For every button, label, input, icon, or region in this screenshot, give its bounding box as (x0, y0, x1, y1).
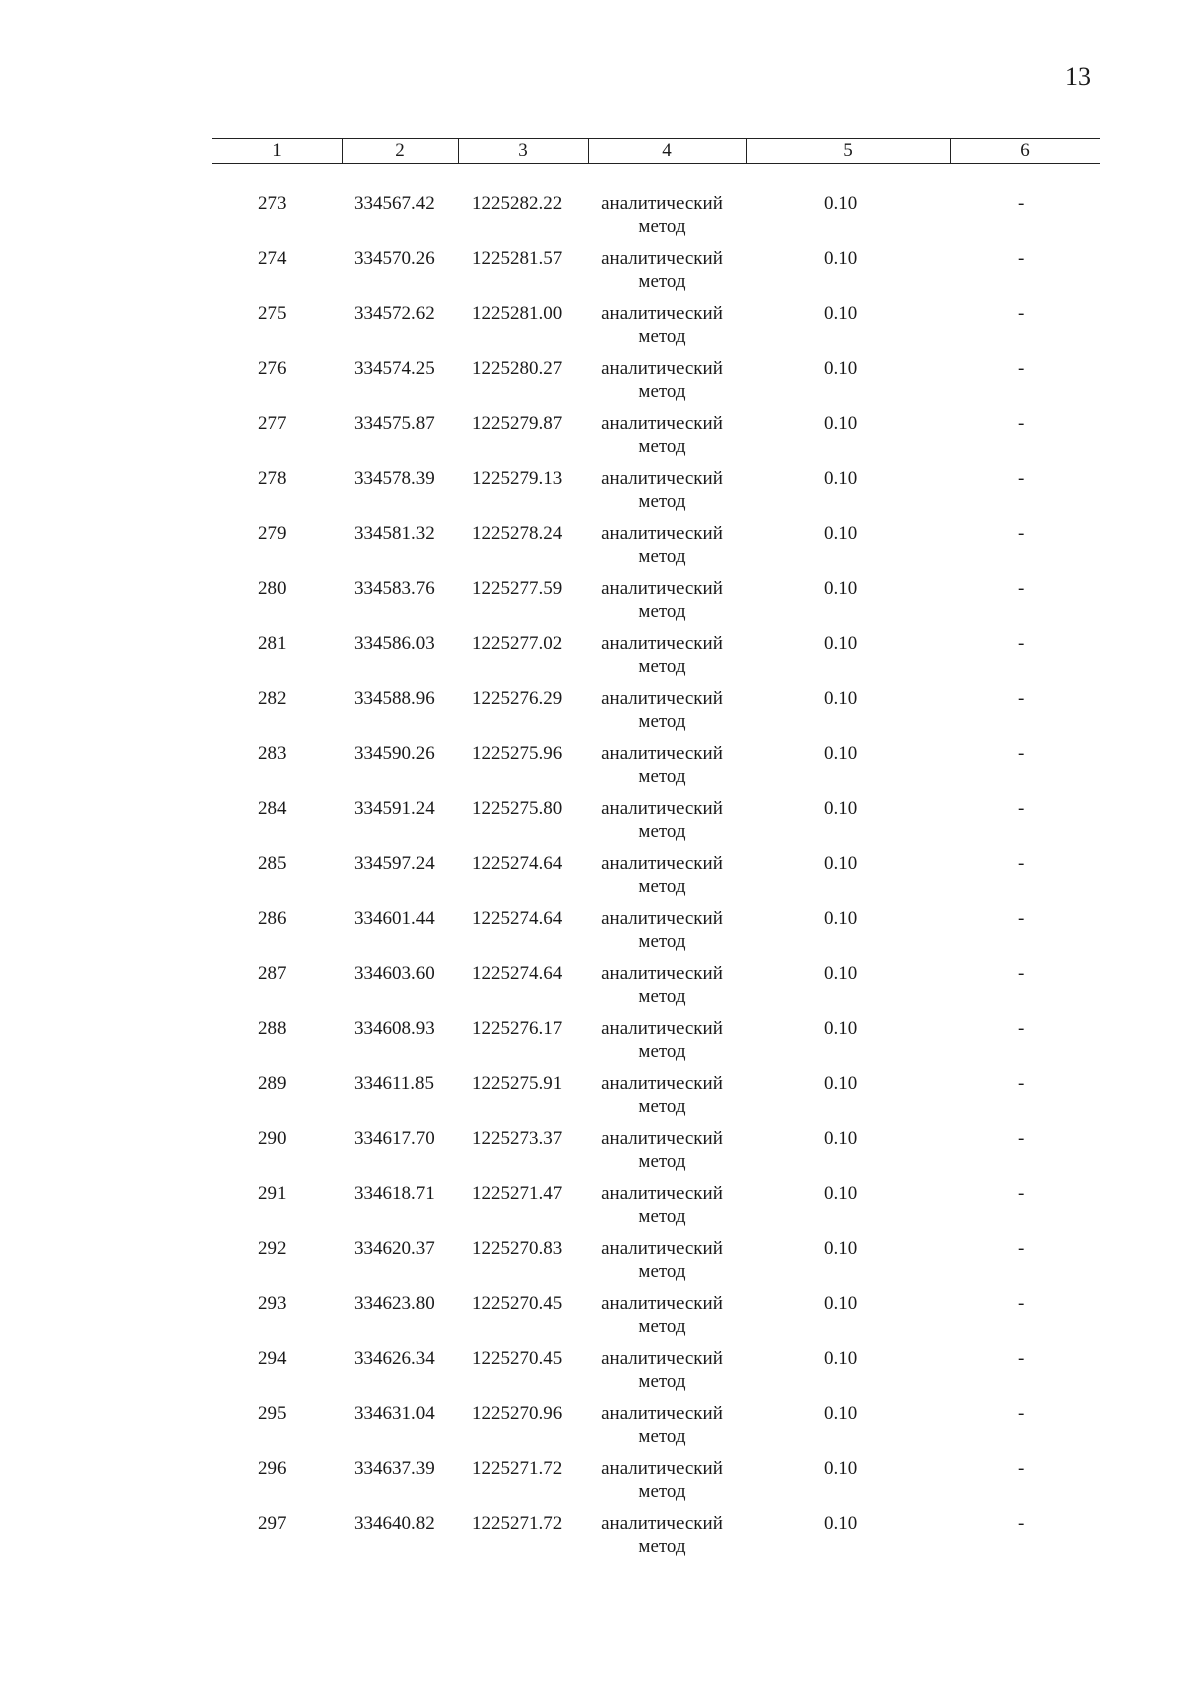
table-row (0, 903, 1200, 958)
point-number: 293 (258, 1293, 287, 1314)
y-coordinate: 1225281.00 (472, 303, 563, 324)
method-line-2: метод (638, 986, 686, 1007)
method-cell (592, 247, 732, 293)
note-cell: - (1018, 413, 1025, 434)
method-line-1: аналитический (601, 1458, 723, 1479)
x-coordinate: 334618.71 (354, 1183, 435, 1204)
coordinates-table-body (0, 188, 1200, 1563)
table-row (0, 958, 1200, 1013)
header-col-2: 2 (395, 140, 405, 161)
table-row (0, 1288, 1200, 1343)
y-coordinate: 1225273.37 (472, 1128, 563, 1149)
table-header (212, 138, 1100, 164)
note-cell: - (1018, 1238, 1025, 1259)
point-number: 273 (258, 193, 287, 214)
note-cell: - (1018, 963, 1025, 984)
accuracy-value: 0.10 (824, 1403, 858, 1424)
note-cell: - (1018, 908, 1025, 929)
method-cell (592, 907, 732, 953)
y-coordinate: 1225279.13 (472, 468, 563, 489)
x-coordinate: 334588.96 (354, 688, 435, 709)
method-line-2: метод (638, 546, 686, 567)
table-row (0, 1508, 1200, 1563)
method-line-2: метод (638, 931, 686, 952)
table-row (0, 408, 1200, 463)
method-line-2: метод (638, 876, 686, 897)
method-line-1: аналитический (601, 1018, 723, 1039)
accuracy-value: 0.10 (824, 1513, 858, 1534)
y-coordinate: 1225276.17 (472, 1018, 563, 1039)
method-cell (592, 797, 732, 843)
accuracy-value: 0.10 (824, 1293, 858, 1314)
x-coordinate: 334567.42 (354, 193, 435, 214)
x-coordinate: 334620.37 (354, 1238, 435, 1259)
note-cell: - (1018, 743, 1025, 764)
y-coordinate: 1225270.45 (472, 1293, 563, 1314)
method-line-2: метод (638, 656, 686, 677)
accuracy-value: 0.10 (824, 1348, 858, 1369)
note-cell: - (1018, 358, 1025, 379)
accuracy-value: 0.10 (824, 468, 858, 489)
method-line-1: аналитический (601, 1238, 723, 1259)
method-line-1: аналитический (601, 1293, 723, 1314)
table-row (0, 1343, 1200, 1398)
accuracy-value: 0.10 (824, 523, 858, 544)
method-line-1: аналитический (601, 963, 723, 984)
y-coordinate: 1225271.72 (472, 1513, 563, 1534)
x-coordinate: 334631.04 (354, 1403, 435, 1424)
y-coordinate: 1225279.87 (472, 413, 563, 434)
table-row (0, 353, 1200, 408)
x-coordinate: 334626.34 (354, 1348, 435, 1369)
note-cell: - (1018, 798, 1025, 819)
method-line-1: аналитический (601, 358, 723, 379)
note-cell: - (1018, 1128, 1025, 1149)
header-col-1: 1 (272, 140, 282, 161)
method-line-2: метод (638, 1481, 686, 1502)
point-number: 280 (258, 578, 287, 599)
point-number: 295 (258, 1403, 287, 1424)
method-cell (592, 687, 732, 733)
method-line-2: метод (638, 326, 686, 347)
method-cell (592, 1402, 732, 1448)
y-coordinate: 1225276.29 (472, 688, 563, 709)
y-coordinate: 1225274.64 (472, 908, 563, 929)
accuracy-value: 0.10 (824, 1458, 858, 1479)
table-row (0, 1178, 1200, 1233)
x-coordinate: 334570.26 (354, 248, 435, 269)
y-coordinate: 1225270.96 (472, 1403, 563, 1424)
method-line-1: аналитический (601, 1403, 723, 1424)
method-line-1: аналитический (601, 193, 723, 214)
point-number: 296 (258, 1458, 287, 1479)
method-line-1: аналитический (601, 523, 723, 544)
accuracy-value: 0.10 (824, 633, 858, 654)
accuracy-value: 0.10 (824, 1183, 858, 1204)
table-row (0, 573, 1200, 628)
method-cell (592, 577, 732, 623)
note-cell: - (1018, 468, 1025, 489)
method-cell (592, 1347, 732, 1393)
accuracy-value: 0.10 (824, 743, 858, 764)
x-coordinate: 334611.85 (354, 1073, 435, 1094)
method-line-2: метод (638, 711, 686, 732)
accuracy-value: 0.10 (824, 358, 858, 379)
method-line-2: метод (638, 271, 686, 292)
point-number: 279 (258, 523, 287, 544)
method-cell (592, 1072, 732, 1118)
accuracy-value: 0.10 (824, 413, 858, 434)
table-row (0, 463, 1200, 518)
method-line-1: аналитический (601, 1183, 723, 1204)
point-number: 282 (258, 688, 287, 709)
note-cell: - (1018, 1348, 1025, 1369)
point-number: 289 (258, 1073, 287, 1094)
point-number: 294 (258, 1348, 287, 1369)
point-number: 285 (258, 853, 287, 874)
method-line-1: аналитический (601, 578, 723, 599)
header-col-4: 4 (662, 140, 672, 161)
method-cell (592, 852, 732, 898)
note-cell: - (1018, 248, 1025, 269)
method-line-2: метод (638, 1041, 686, 1062)
note-cell: - (1018, 853, 1025, 874)
point-number: 275 (258, 303, 287, 324)
method-cell (592, 467, 732, 513)
y-coordinate: 1225280.27 (472, 358, 563, 379)
method-cell (592, 1512, 732, 1558)
method-line-1: аналитический (601, 1513, 723, 1534)
point-number: 288 (258, 1018, 287, 1039)
note-cell: - (1018, 303, 1025, 324)
table-row (0, 1453, 1200, 1508)
note-cell: - (1018, 1018, 1025, 1039)
x-coordinate: 334590.26 (354, 743, 435, 764)
accuracy-value: 0.10 (824, 853, 858, 874)
x-coordinate: 334640.82 (354, 1513, 435, 1534)
method-line-1: аналитический (601, 633, 723, 654)
table-row (0, 298, 1200, 353)
note-cell: - (1018, 1073, 1025, 1094)
note-cell: - (1018, 1403, 1025, 1424)
method-cell (592, 192, 732, 238)
point-number: 297 (258, 1513, 287, 1534)
point-number: 286 (258, 908, 287, 929)
y-coordinate: 1225277.02 (472, 633, 563, 654)
method-cell (592, 632, 732, 678)
accuracy-value: 0.10 (824, 963, 858, 984)
point-number: 291 (258, 1183, 287, 1204)
x-coordinate: 334586.03 (354, 633, 435, 654)
point-number: 290 (258, 1128, 287, 1149)
accuracy-value: 0.10 (824, 798, 858, 819)
x-coordinate: 334637.39 (354, 1458, 435, 1479)
method-line-1: аналитический (601, 1073, 723, 1094)
x-coordinate: 334578.39 (354, 468, 435, 489)
accuracy-value: 0.10 (824, 1128, 858, 1149)
method-line-2: метод (638, 491, 686, 512)
method-line-2: метод (638, 1261, 686, 1282)
table-row (0, 848, 1200, 903)
x-coordinate: 334608.93 (354, 1018, 435, 1039)
y-coordinate: 1225275.80 (472, 798, 563, 819)
method-line-2: метод (638, 821, 686, 842)
method-line-2: метод (638, 381, 686, 402)
x-coordinate: 334583.76 (354, 578, 435, 599)
table-row (0, 518, 1200, 573)
table-row (0, 1068, 1200, 1123)
note-cell: - (1018, 578, 1025, 599)
table-row (0, 243, 1200, 298)
table-row (0, 793, 1200, 848)
y-coordinate: 1225282.22 (472, 193, 563, 214)
y-coordinate: 1225274.64 (472, 853, 563, 874)
method-cell (592, 302, 732, 348)
accuracy-value: 0.10 (824, 303, 858, 324)
header-col-5: 5 (843, 140, 853, 161)
method-cell (592, 412, 732, 458)
accuracy-value: 0.10 (824, 578, 858, 599)
table-row (0, 1123, 1200, 1178)
point-number: 278 (258, 468, 287, 489)
note-cell: - (1018, 1293, 1025, 1314)
method-line-1: аналитический (601, 688, 723, 709)
y-coordinate: 1225278.24 (472, 523, 563, 544)
x-coordinate: 334574.25 (354, 358, 435, 379)
accuracy-value: 0.10 (824, 1018, 858, 1039)
method-cell (592, 962, 732, 1008)
table-row (0, 628, 1200, 683)
method-line-1: аналитический (601, 468, 723, 489)
point-number: 284 (258, 798, 287, 819)
accuracy-value: 0.10 (824, 193, 858, 214)
accuracy-value: 0.10 (824, 688, 858, 709)
point-number: 276 (258, 358, 287, 379)
method-cell (592, 1017, 732, 1063)
y-coordinate: 1225271.47 (472, 1183, 563, 1204)
y-coordinate: 1225274.64 (472, 963, 563, 984)
method-line-2: метод (638, 1536, 686, 1557)
note-cell: - (1018, 1513, 1025, 1534)
note-cell: - (1018, 523, 1025, 544)
method-line-1: аналитический (601, 303, 723, 324)
method-line-1: аналитический (601, 1128, 723, 1149)
accuracy-value: 0.10 (824, 248, 858, 269)
accuracy-value: 0.10 (824, 908, 858, 929)
method-line-1: аналитический (601, 413, 723, 434)
method-cell (592, 1182, 732, 1228)
x-coordinate: 334581.32 (354, 523, 435, 544)
method-cell (592, 1237, 732, 1283)
y-coordinate: 1225271.72 (472, 1458, 563, 1479)
point-number: 287 (258, 963, 287, 984)
method-line-1: аналитический (601, 798, 723, 819)
method-line-2: метод (638, 1371, 686, 1392)
point-number: 274 (258, 248, 287, 269)
y-coordinate: 1225270.45 (472, 1348, 563, 1369)
x-coordinate: 334603.60 (354, 963, 435, 984)
y-coordinate: 1225275.91 (472, 1073, 563, 1094)
method-cell (592, 742, 732, 788)
method-line-2: метод (638, 1426, 686, 1447)
y-coordinate: 1225277.59 (472, 578, 563, 599)
x-coordinate: 334617.70 (354, 1128, 435, 1149)
table-row (0, 188, 1200, 243)
x-coordinate: 334575.87 (354, 413, 435, 434)
method-cell (592, 522, 732, 568)
method-cell (592, 1457, 732, 1503)
note-cell: - (1018, 193, 1025, 214)
point-number: 292 (258, 1238, 287, 1259)
table-row (0, 1398, 1200, 1453)
header-col-3: 3 (518, 140, 528, 161)
table-row (0, 1013, 1200, 1068)
table-row (0, 1233, 1200, 1288)
page-number: 13 (1065, 62, 1091, 91)
method-cell (592, 1292, 732, 1338)
method-line-1: аналитический (601, 1348, 723, 1369)
x-coordinate: 334597.24 (354, 853, 435, 874)
x-coordinate: 334591.24 (354, 798, 435, 819)
method-cell (592, 357, 732, 403)
y-coordinate: 1225275.96 (472, 743, 563, 764)
x-coordinate: 334623.80 (354, 1293, 435, 1314)
header-col-6: 6 (1020, 140, 1030, 161)
y-coordinate: 1225270.83 (472, 1238, 563, 1259)
y-coordinate: 1225281.57 (472, 248, 563, 269)
method-line-1: аналитический (601, 908, 723, 929)
table-row (0, 683, 1200, 738)
method-line-2: метод (638, 766, 686, 787)
method-line-2: метод (638, 601, 686, 622)
point-number: 281 (258, 633, 287, 654)
point-number: 277 (258, 413, 287, 434)
note-cell: - (1018, 1458, 1025, 1479)
x-coordinate: 334601.44 (354, 908, 435, 929)
method-line-2: метод (638, 1316, 686, 1337)
point-number: 283 (258, 743, 287, 764)
note-cell: - (1018, 633, 1025, 654)
x-coordinate: 334572.62 (354, 303, 435, 324)
accuracy-value: 0.10 (824, 1073, 858, 1094)
method-line-2: метод (638, 1151, 686, 1172)
note-cell: - (1018, 1183, 1025, 1204)
method-line-1: аналитический (601, 743, 723, 764)
table-row (0, 738, 1200, 793)
method-cell (592, 1127, 732, 1173)
method-line-2: метод (638, 1096, 686, 1117)
method-line-1: аналитический (601, 248, 723, 269)
method-line-2: метод (638, 216, 686, 237)
method-line-1: аналитический (601, 853, 723, 874)
method-line-2: метод (638, 1206, 686, 1227)
note-cell: - (1018, 688, 1025, 709)
method-line-2: метод (638, 436, 686, 457)
accuracy-value: 0.10 (824, 1238, 858, 1259)
